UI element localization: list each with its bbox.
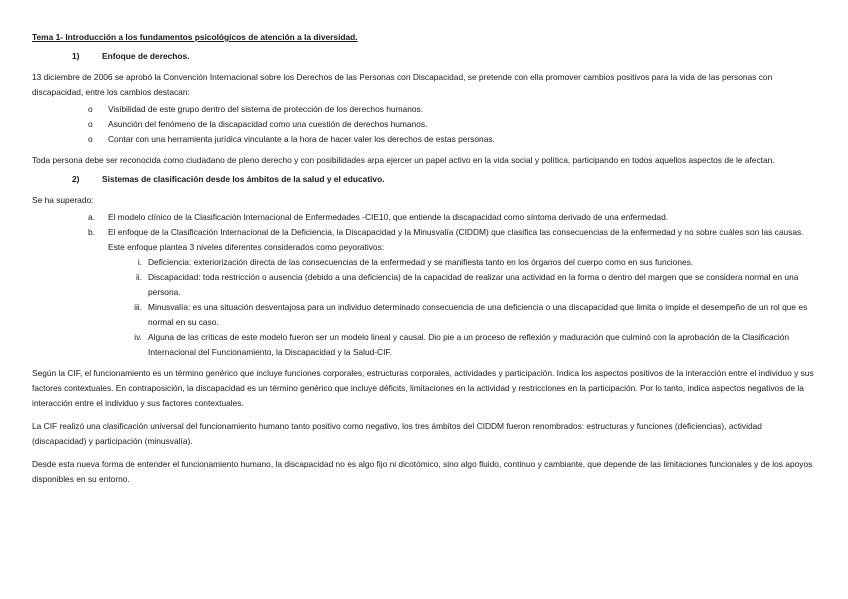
list-item (88, 102, 816, 117)
list-item (88, 117, 816, 132)
list-marker: iii. (134, 302, 142, 312)
section-1-outro: Toda persona debe ser reconocida como ciudadano de pleno derecho y con posibilidades arpa ejercer un papel activo en la vida social y política, participando en todos aquellos aspectos de le afectan. (32, 155, 775, 165)
paragraph-cif-clasificacion: La CIF realizó una clasificación universal del funcionamiento humano tanto positivo como negativo, los tres ámbitos del CIDDM fueron renombrados: estructuras y funciones (deficiencias), actividad (discapacidad) y participación (minusvalía). (32, 421, 762, 446)
list-item (128, 330, 816, 360)
document-title: Tema 1- Introducción a los fundamentos psicológicos de atención a la diversidad. (32, 32, 358, 42)
list-item-text: Asunción del fenómeno de la discapacidad como una cuestión de derechos humanos. (108, 119, 428, 129)
list-item-text: Minusvalía: es una situación desventajosa para un individuo determinado consecuencia de una deficiencia o una discapacidad que limita o impide el desempeño de un rol que es normal en su caso. (148, 302, 808, 327)
list-item (128, 300, 816, 330)
circle-bullet-icon: o (88, 134, 93, 144)
section-2-alpha-list (32, 210, 816, 360)
section-1-intro: 13 diciembre de 2006 se aprobó la Convención Internacional sobre los Derechos de las Personas con Discapacidad, se pretende con ella promover cambios positivos para la vida de las personas con discapacidad, entre los cambios destacan: (32, 72, 773, 97)
section-1-bullet-list (32, 102, 816, 147)
list-marker: i. (137, 257, 142, 267)
section-2-heading (72, 172, 816, 187)
section-1-heading (72, 49, 816, 64)
circle-bullet-icon: o (88, 104, 93, 114)
section-1-number: 1) (72, 51, 80, 61)
list-item-text: Contar con una herramienta jurídica vinculante a la hora de hacer valer los derechos de estas personas. (108, 134, 495, 144)
list-item (88, 210, 816, 225)
section-2-intro: Se ha superado: (32, 195, 94, 205)
list-marker: ii. (135, 272, 142, 282)
list-item (88, 132, 816, 147)
list-item-text: El modelo clínico de la Clasificación Internacional de Enfermedades -CIE10, que entiende la discapacidad como síntoma derivado de una enfermedad. (108, 212, 669, 222)
list-item-text: El enfoque de la Clasificación Internacional de la Deficiencia, la Discapacidad y la Minusvalía (CIDDM) que clasifica las consecuencias de la enfermedad y no sobre cuáles son las causas. Este enfoque plantea 3 niveles diferentes considerados como peyorativos: (108, 227, 804, 252)
list-item (128, 270, 816, 300)
list-marker: a. (88, 212, 95, 222)
list-item-text: Deficiencia: exteriorización directa de las consecuencias de la enfermedad y se manifiesta tanto en los órganos del cuerpo como en sus funciones. (148, 257, 694, 267)
paragraph-nueva-forma: Desde esta nueva forma de entender el funcionamiento humano, la discapacidad no es algo fijo ni dicotómico, sino algo fluido, continuo y cambiante, que depende de las limitaciones funcionales y de los apoyos disponibles en su entorno. (32, 459, 813, 484)
section-1-heading-text: Enfoque de derechos. (102, 51, 190, 61)
list-item-text: Discapacidad: toda restricción o ausencia (debido a una deficiencia) de la capacidad de realizar una actividad en la forma o dentro del margen que se considera normal en una persona. (148, 272, 799, 297)
list-marker: iv. (134, 332, 142, 342)
section-2-roman-list (108, 255, 816, 360)
list-item-text: Alguna de las críticas de este modelo fueron ser un modelo lineal y causal. Dio pie a un proceso de reflexión y maduración que culminó con la aprobación de la Clasificación Internacional del Funcionamiento, la Discapacidad y la Salud-CIF. (148, 332, 790, 357)
section-2-number: 2) (72, 174, 80, 184)
paragraph-cif-funcionamiento: Según la CIF, el funcionamiento es un término genérico que incluye funciones corporales, estructuras corporales, actividades y participación. Indica los aspectos positivos de la interacción entre el individuo y sus factores contextuales. En contraposición, la discapacidad es un término genérico que incluye déficits, limitaciones en la actividad y restricciones en la participación. Por lo tanto, indica aspectos negativos de la interacción entre el individuo y sus factores contextuales. (32, 368, 814, 408)
list-item (128, 255, 816, 270)
list-item (88, 225, 816, 360)
section-2-heading-text: Sistemas de clasificación desde los ámbitos de la salud y el educativo. (102, 174, 385, 184)
list-item-text: Visibilidad de este grupo dentro del sistema de protección de los derechos humanos. (108, 104, 424, 114)
circle-bullet-icon: o (88, 119, 93, 129)
list-marker: b. (88, 227, 95, 237)
